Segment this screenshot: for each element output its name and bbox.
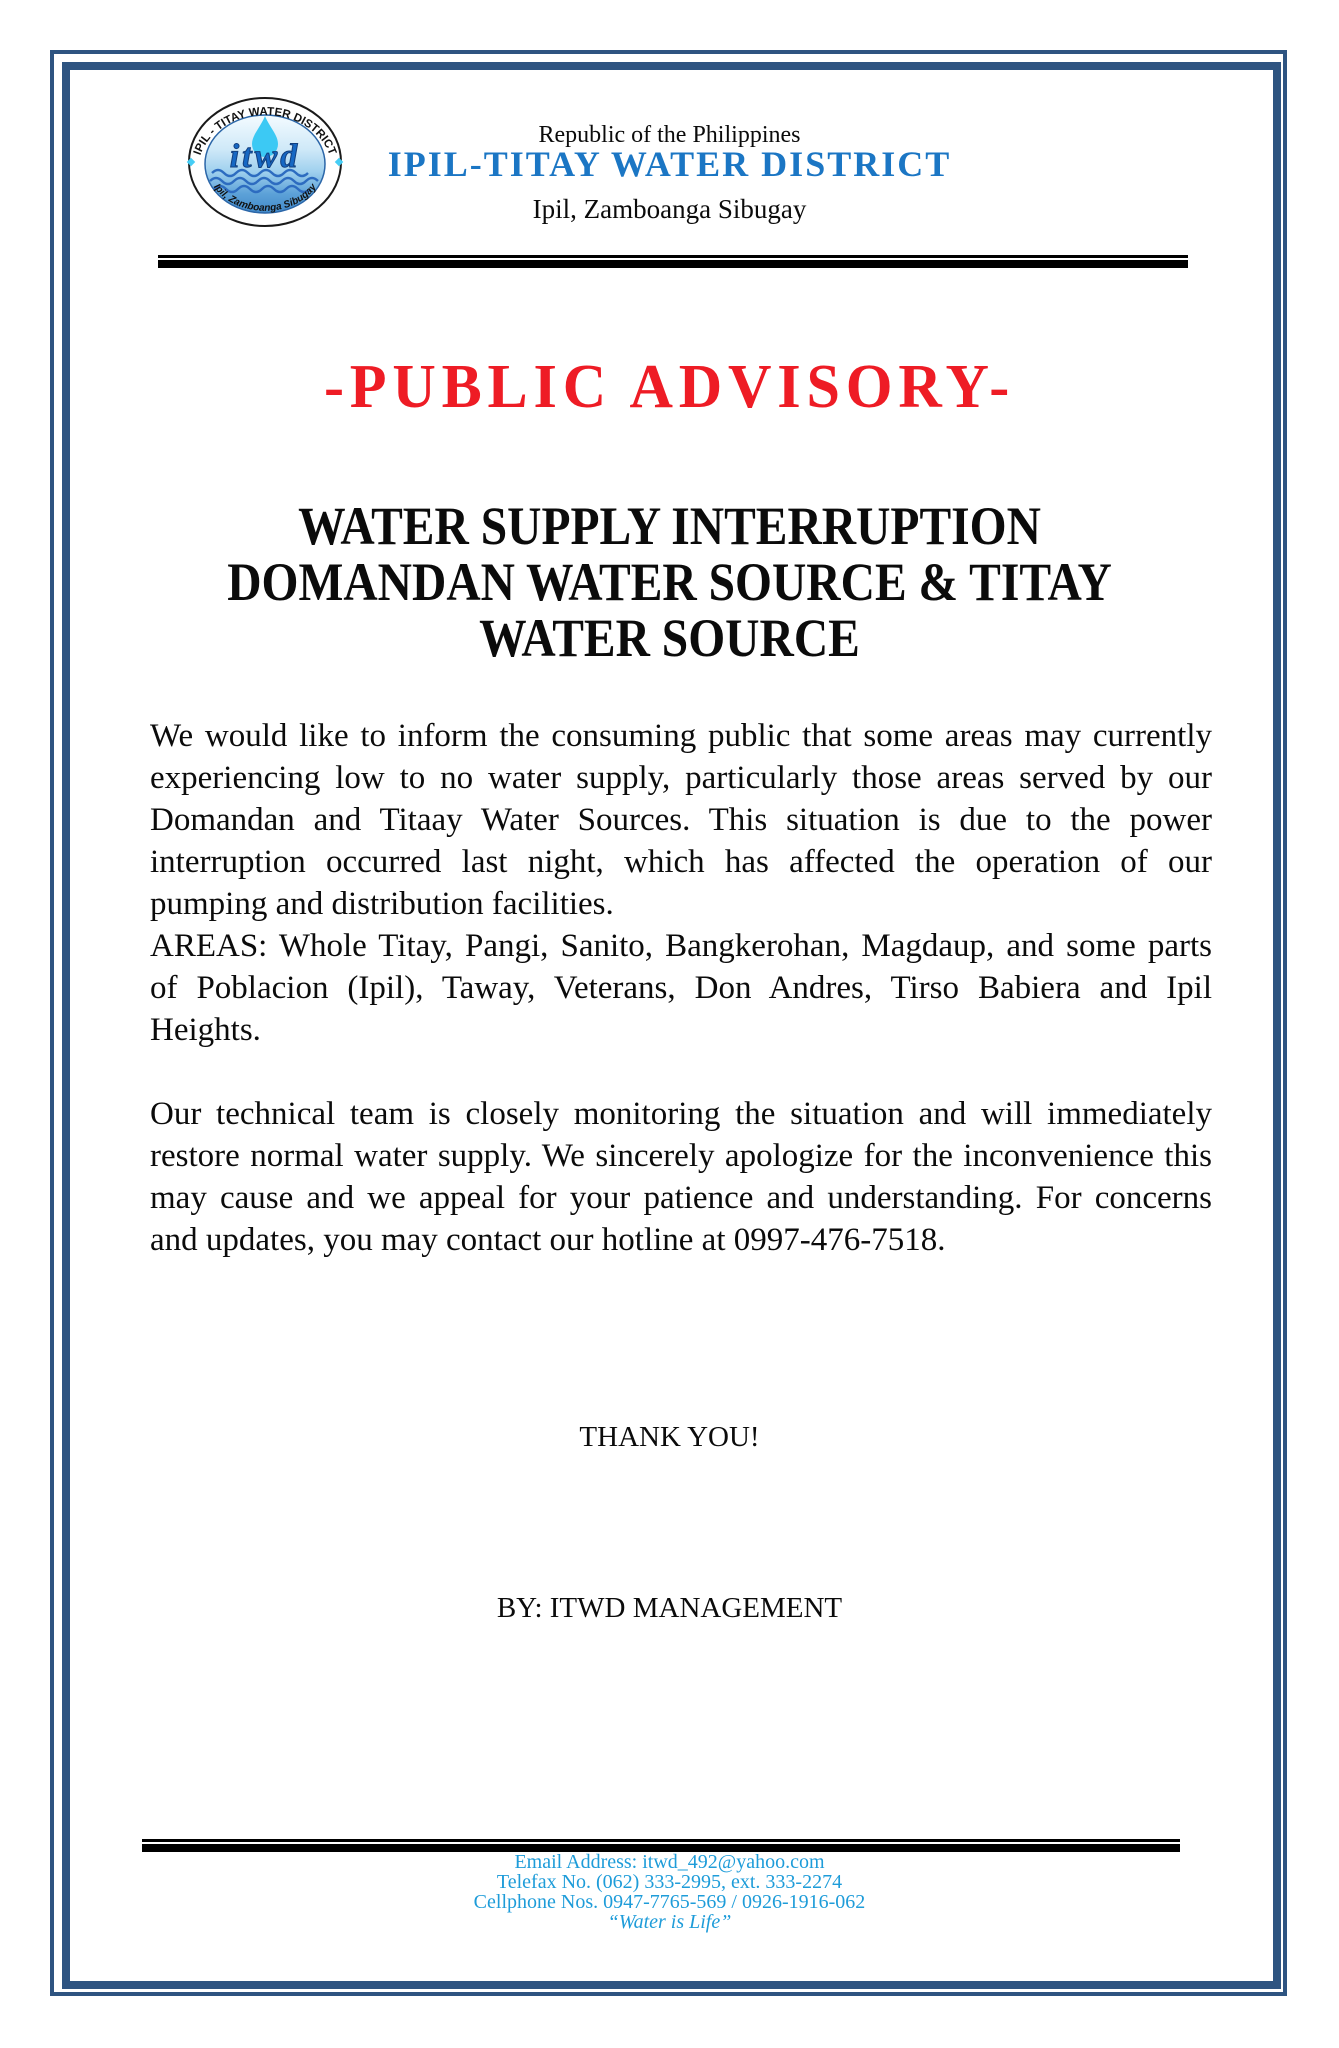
advisory-heading-line-3: WATER SOURCE bbox=[479, 608, 860, 668]
thank-you-line: THANK YOU! bbox=[579, 1421, 760, 1453]
header-district-name: IPIL-TITAY WATER DISTRICT bbox=[387, 144, 952, 184]
advisory-title: -PUBLIC ADVISORY- bbox=[323, 353, 1016, 421]
header-republic: Republic of the Philippines bbox=[538, 122, 801, 148]
advisory-body bbox=[150, 715, 1212, 1261]
logo-arc-top-text: IPIL - TITAY WATER DISTRICT bbox=[191, 105, 339, 157]
advisory-heading bbox=[80, 498, 1258, 666]
advisory-heading-line-1: WATER SUPPLY INTERRUPTION bbox=[298, 496, 1041, 556]
footer-contact-block bbox=[0, 1852, 1339, 1932]
byline: BY: ITWD MANAGEMENT bbox=[496, 1592, 843, 1624]
footer-email: Email Address: itwd_492@yahoo.com bbox=[514, 1851, 825, 1873]
advisory-paragraph-1: We would like to inform the consuming public that some areas may currently experiencing low to no water supply, particularly those areas served by our Domandan and Titaay Water Sources. This situation is due to the power interruption occurred last night, which has affected the operation of our pumping and distribution facilities. bbox=[150, 718, 1212, 922]
logo-arc-bottom-text: Ipil, Zamboanga Sibugay bbox=[211, 181, 319, 214]
footer-cellphone: Cellphone Nos. 0947-7765-569 / 0926-1916-062 bbox=[473, 1891, 866, 1913]
footer-telefax: Telefax No. (062) 333-2995, ext. 333-2274 bbox=[496, 1871, 843, 1893]
logo-monogram: itwd bbox=[229, 138, 301, 175]
header-divider-thick-line bbox=[158, 260, 1188, 268]
header-divider bbox=[158, 255, 1188, 268]
advisory-areas: AREAS: Whole Titay, Pangi, Sanito, Bangkerohan, Magdaup, and some parts of Poblacion (Ipil), Taway, Veterans, Don Andres, Tirso Babiera and Ipil Heights. bbox=[150, 928, 1212, 1048]
footer-motto: “Water is Life” bbox=[607, 1911, 732, 1933]
header-location: Ipil, Zamboanga Sibugay bbox=[532, 194, 807, 224]
advisory-paragraph-2: Our technical team is closely monitoring the situation and will immediately restore normal water supply. We sincerely apologize for the inconvenience this may cause and we appeal for your patience and understanding. For concerns and updates, you may contact our hotline at 0997-476-7518. bbox=[150, 1096, 1212, 1258]
advisory-heading-line-2: DOMANDAN WATER SOURCE & TITAY bbox=[227, 552, 1112, 612]
